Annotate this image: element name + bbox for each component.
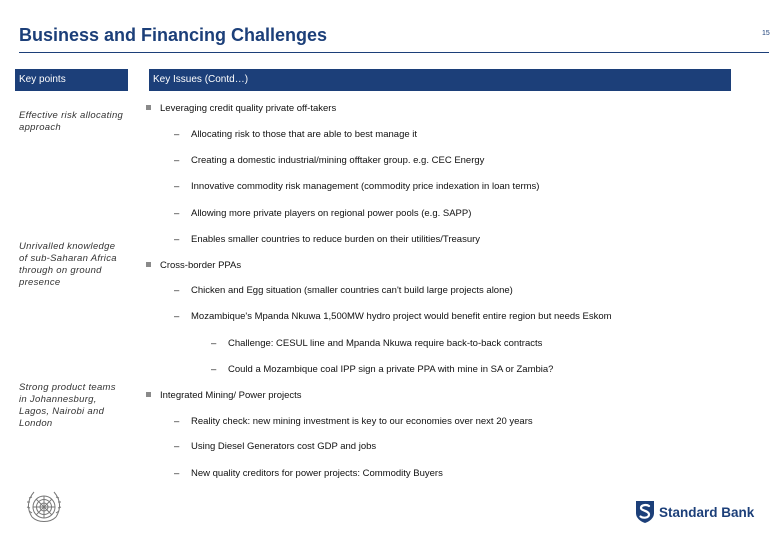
dash-item [174,234,480,246]
dash-item [174,155,484,167]
dash-text: Innovative commodity risk management (commodity price indexation in loan terms) [191,181,540,192]
dash-text: Mozambique's Mpanda Nkuwa 1,500MW hydro project would benefit entire region but needs Eskom [191,311,612,322]
standard-bank-logo [635,500,754,524]
dash-text: Chicken and Egg situation (smaller countries can't build large projects alone) [191,285,513,296]
dash-item [174,208,471,220]
bullet-text: Cross-border PPAs [160,260,242,271]
bullet-item [146,260,241,272]
dash-item [174,285,513,297]
dash-icon: – [174,155,180,166]
dash-item [174,441,376,453]
subdash-text: Could a Mozambique coal IPP sign a private PPA with mine in SA or Zambia? [228,364,554,375]
dash-text: New quality creditors for power projects: Commodity Buyers [191,468,443,479]
bullet-text: Leveraging credit quality private off-takers [160,103,337,114]
bullet-text: Integrated Mining/ Power projects [160,390,302,401]
key-issues-header: Key Issues (Contd…) [149,69,731,91]
dash-icon: – [174,285,180,296]
page-number: 15 [762,30,770,37]
dash-item [174,416,533,428]
dash-item [174,129,417,141]
dash-icon: – [174,208,180,219]
page-title: Business and Financing Challenges [19,25,328,45]
square-bullet-icon [146,105,151,110]
dash-item [174,181,539,193]
dash-icon: – [174,311,180,322]
dash-text: Creating a domestic industrial/mining offtaker group. e.g. CEC Energy [191,155,485,166]
key-point-knowledge: Unrivalled knowledge of sub-Saharan Africa through on ground presence [19,241,117,288]
dash-icon: – [211,364,217,375]
subdash-text: Challenge: CESUL line and Mpanda Nkuwa require back-to-back contracts [228,338,543,349]
square-bullet-icon [146,262,151,267]
title-divider [19,52,769,53]
subdash-item [211,364,553,376]
square-bullet-icon [146,392,151,397]
dash-item [174,311,612,323]
dash-text: Allowing more private players on regional power pools (e.g. SAPP) [191,208,472,219]
dash-text: Reality check: new mining investment is key to our economies over next 20 years [191,416,533,427]
bullet-item [146,103,336,115]
dash-icon: – [174,416,180,427]
dash-icon: – [174,129,180,140]
key-points-header: Key points [15,69,128,91]
key-point-risk: Effective risk allocating approach [19,110,124,133]
dash-icon: – [174,468,180,479]
bank-name: Standard Bank [659,504,755,520]
dash-icon: – [174,441,180,452]
dash-text: Allocating risk to those that are able to best manage it [191,129,418,140]
shield-icon [635,500,655,524]
subdash-item [211,338,542,350]
dash-icon: – [211,338,217,349]
dash-text: Using Diesel Generators cost GDP and jobs [191,441,377,452]
un-emblem-icon [24,487,64,532]
dash-text: Enables smaller countries to reduce burden on their utilities/Treasury [191,234,481,245]
bullet-item [146,390,302,402]
key-point-product-teams: Strong product teams in Johannesburg, Lagos, Nairobi and London [19,382,116,429]
dash-icon: – [174,234,180,245]
dash-item [174,468,443,480]
dash-icon: – [174,181,180,192]
